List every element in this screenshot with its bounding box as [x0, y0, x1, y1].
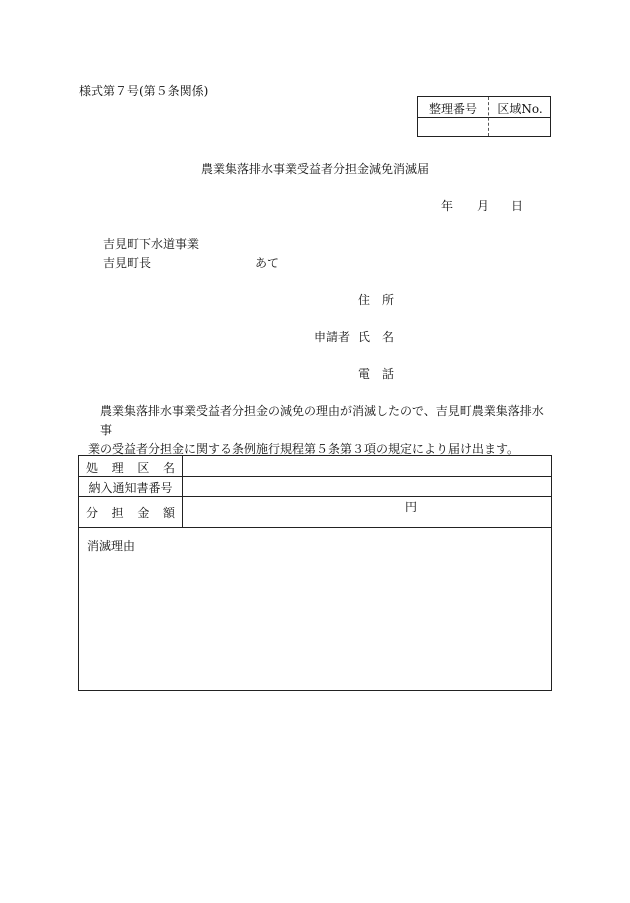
management-box-dashed-divider [488, 97, 489, 136]
declaration-text [88, 402, 552, 459]
area-number-header: 区域No. [497, 102, 543, 116]
cancellation-reason-field[interactable] [87, 556, 543, 686]
address-label-2: 所 [382, 293, 395, 307]
date-year-label: 年 [441, 199, 454, 213]
contribution-amount-label [79, 504, 182, 521]
addressee-office: 吉見町下水道事業 [103, 237, 200, 251]
management-number-box [417, 96, 551, 137]
table-row-divider [79, 476, 551, 477]
notification-table [78, 455, 552, 691]
declaration-line-2: 業の受益者分担金に関する条例施行規程第５条第３項の規定により届け出ます。 [88, 442, 520, 456]
processing-district-field[interactable] [267, 459, 547, 474]
declaration-line-1: 農業集落排水事業受益者分担金の減免の理由が消滅したので、吉見町農業集落排水事 [100, 404, 544, 437]
table-row-divider [79, 527, 551, 528]
management-number-header: 整理番号 [428, 102, 477, 116]
management-box-divider [418, 117, 550, 118]
cancellation-reason-label: 消滅理由 [87, 539, 136, 553]
label-char: 処 [86, 461, 99, 475]
phone-label-1: 電 [358, 367, 371, 381]
date-month-label: 月 [477, 199, 490, 213]
processing-district-label [79, 459, 182, 476]
name-label-1: 氏 [358, 330, 371, 344]
label-char: 理 [111, 461, 124, 475]
payment-notice-number-label: 納入通知書番号 [88, 481, 173, 495]
label-char: 区 [137, 461, 150, 475]
phone-label-2: 話 [382, 367, 395, 381]
table-column-divider [182, 456, 183, 527]
yen-unit: 円 [405, 500, 418, 514]
label-char: 名 [162, 461, 175, 475]
label-char: 金 [137, 506, 150, 520]
addressee-suffix: あて [255, 256, 280, 270]
payment-notice-number-field[interactable] [267, 479, 547, 494]
addressee-mayor: 吉見町長 [103, 256, 152, 270]
form-number: 様式第７号(第５条関係) [79, 84, 209, 98]
address-label-1: 住 [358, 293, 371, 307]
label-char: 額 [162, 506, 175, 520]
document-title: 農業集落排水事業受益者分担金減免消滅届 [200, 162, 429, 176]
table-row-divider [79, 496, 551, 497]
date-day-label: 日 [511, 199, 524, 213]
applicant-role-label: 申請者 [314, 330, 351, 344]
label-char: 担 [111, 506, 124, 520]
label-char: 分 [86, 506, 99, 520]
name-label-2: 名 [382, 330, 395, 344]
